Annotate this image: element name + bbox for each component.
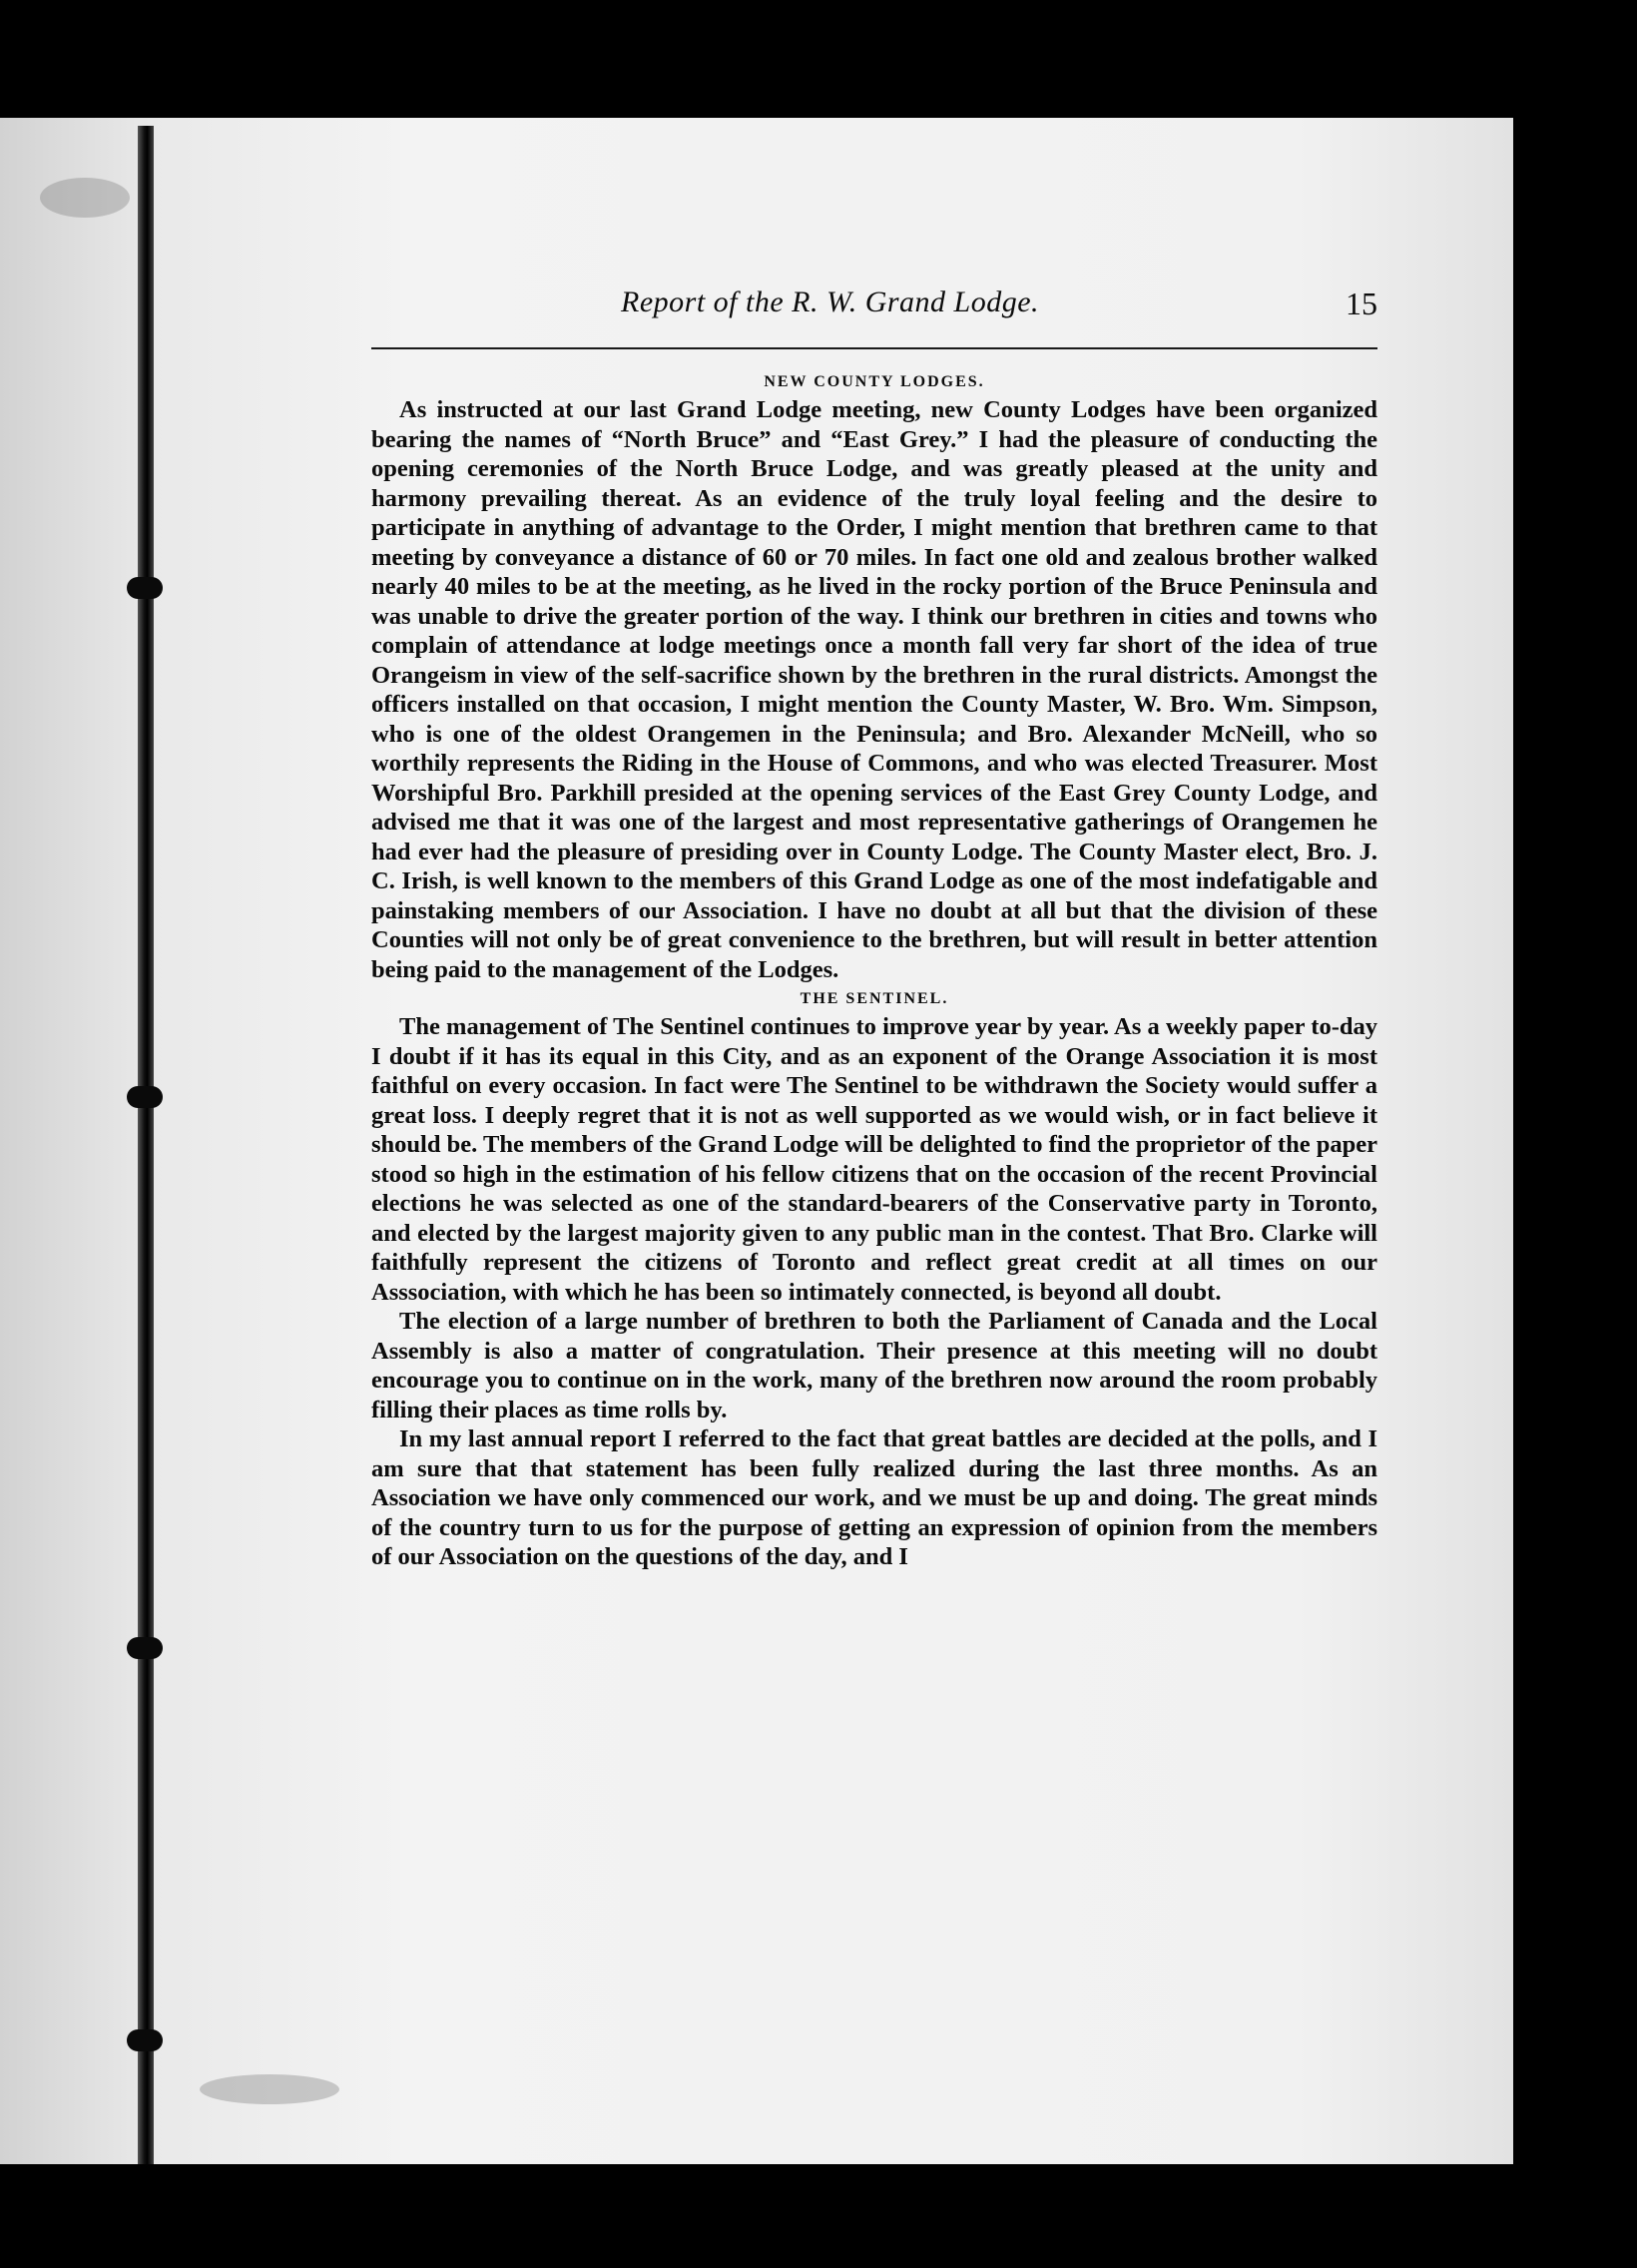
running-head: Report of the R. W. Grand Lodge.: [621, 285, 1040, 318]
page-smudge: [200, 2074, 339, 2104]
section-heading: THE SENTINEL.: [800, 990, 949, 1007]
page-text: [371, 285, 1377, 1572]
header-rule: [371, 347, 1377, 349]
book-page: [0, 118, 1513, 2164]
section-heading: NEW COUNTY LODGES.: [764, 373, 985, 390]
binding-gutter: [138, 126, 154, 2164]
page-header: [371, 285, 1377, 345]
paragraph: In my last annual report I referred to the fact that great battles are decided at the polls, and I am sure that that statement has been fully realized during the last three months. As an Association we have only commenced our work, and we must be up and doing. The great minds of the country turn to us for the purpose of getting an expression of opinion from the members of our Association on the questions of the day, and I: [371, 1425, 1377, 1570]
binding-stitch: [127, 1637, 163, 1659]
binding-stitch: [127, 577, 163, 599]
binding-stitch: [127, 2029, 163, 2051]
paragraph: As instructed at our last Grand Lodge meeting, new County Lodges have been organized bearing the names of “North Bruce” and “East Grey.” I had the pleasure of conducting the opening ceremonies of the North Bruce Lodge, and was greatly pleased at the unity and harmony prevailing thereat. As an evidence of the truly loyal feeling and the desire to participate in anything of advantage to the Order, I might mention that brethren came to that meeting by conveyance a distance of 60 or 70 miles. In fact one old and zealous brother walked nearly 40 miles to be at the meeting, as he lived in the rocky portion of the Bruce Peninsula and was unable to drive the greater portion of the way. I think our brethren in cities and towns who complain of attendance at lodge meetings once a month fall very far short of the idea of true Orangeism in view of the self-sacrifice shown by the brethren in the rural districts. Amongst the officers installed on that occasion, I might mention the County Master, W. Bro. Wm. Simpson, who is one of the oldest Orangemen in the Peninsula; and Bro. Alexander McNeill, who so worthily represents the Riding in the House of Commons, and who was elected Treasurer. Most Worshipful Bro. Parkhill presided at the opening services of the East Grey County Lodge, and advised me that it was one of the largest and most representative gatherings of Orangemen he had ever had the pleasure of presiding over in County Lodge. The County Master elect, Bro. J. C. Irish, is well known to the members of this Grand Lodge as one of the most indefatigable and painstaking members of our Association. I have no doubt at all but that the division of these Counties will not only be of great convenience to the brethren, but will result in better attention being paid to the management of the Lodges.: [371, 396, 1377, 983]
paragraph: The management of The Sentinel continues to improve year by year. As a weekly paper to-day I doubt if it has its equal in this City, and as an exponent of the Orange Association it is most faithful on every occasion. In fact were The Sentinel to be withdrawn the Society would suffer a great loss. I deeply regret that it is not as well supported as we would wish, or in fact believe it should be. The members of the Grand Lodge will be delighted to find the proprietor of the paper stood so high in the estimation of his fellow citizens that on the occasion of the recent Provincial elections he was selected as one of the standard-bearers of the Conservative party in Toronto, and elected by the largest majority given to any public man in the contest. That Bro. Clarke will faithfully represent the citizens of Toronto and reflect great credit at all times on our Asssociation, with which he has been so intimately connected, is beyond all doubt.: [371, 1013, 1377, 1306]
binding-stitch: [127, 1086, 163, 1108]
page-number: 15: [1346, 285, 1377, 321]
page-smudge: [40, 178, 130, 218]
paragraph: The election of a large number of brethren to both the Parliament of Canada and the Local Assembly is also a matter of congratulation. Their presence at this meeting will no doubt encourage you to continue on in the work, many of the brethren now around the room probably filling their places as time rolls by.: [371, 1308, 1377, 1423]
